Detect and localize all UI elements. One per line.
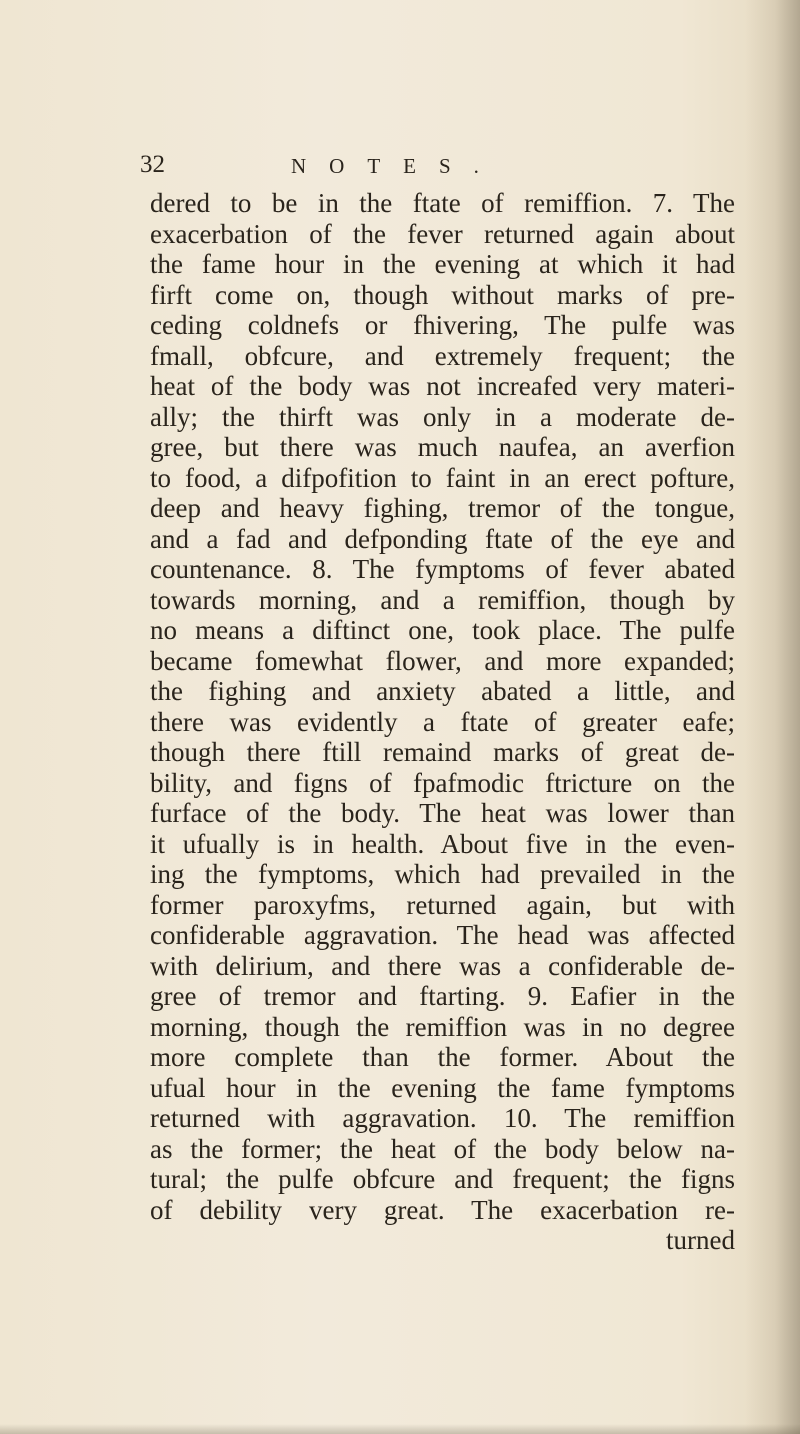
text-line: confiderable aggravation. The head was affected xyxy=(150,920,735,950)
page-header xyxy=(140,150,580,184)
text-line: deep and heavy fighing, tremor of the tongue, xyxy=(150,493,735,523)
text-line: though there ftill remaind marks of great de- xyxy=(150,737,735,767)
text-line: dered to be in the ftate of remiffion. 7. The xyxy=(150,188,735,218)
body-text xyxy=(150,188,735,1256)
page-edge-shadow xyxy=(745,0,800,1434)
text-line: more complete than the former. About the xyxy=(150,1042,735,1072)
text-line: gree, but there was much naufea, an averfion xyxy=(150,432,735,462)
text-line: and a fad and defponding ftate of the eye and xyxy=(150,523,735,554)
text-line: there was evidently a ftate of greater eafe; xyxy=(150,706,735,737)
page-bottom-edge xyxy=(0,1424,800,1434)
text-line: the fighing and anxiety abated a little, and xyxy=(150,676,735,706)
text-line: returned with aggravation. 10. The remiffion xyxy=(150,1103,735,1133)
text-line: ceding coldnefs or fhivering, The pulfe was xyxy=(150,310,735,340)
text-line: firft come on, though without marks of pre- xyxy=(150,279,735,310)
text-line: fmall, obfcure, and extremely frequent; the xyxy=(150,340,735,371)
text-line: morning, though the remiffion was in no degree xyxy=(150,1011,735,1042)
text-line: of debility very great. The exacerbation re- xyxy=(150,1194,735,1225)
text-line: became fomewhat flower, and more expanded; xyxy=(150,645,735,676)
text-line: heat of the body was not increafed very materi- xyxy=(150,371,735,401)
text-line: former paroxyfms, returned again, but with xyxy=(150,889,735,920)
text-line: no means a diftinct one, took place. The pulfe xyxy=(150,615,735,645)
catchword: turned xyxy=(666,1225,735,1255)
text-line: as the former; the heat of the body below na- xyxy=(150,1133,735,1164)
text-line: exacerbation of the fever returned again about xyxy=(150,218,735,249)
text-line: ally; the thirft was only in a moderate de- xyxy=(150,401,735,432)
text-line: the fame hour in the evening at which it had xyxy=(150,249,735,279)
text-line: to food, a difpofition to faint in an erect pofture, xyxy=(150,462,735,493)
running-head: NOTES. xyxy=(291,154,502,178)
text-line: furface of the body. The heat was lower than xyxy=(150,798,735,828)
page-number: 32 xyxy=(140,151,165,178)
text-line: with delirium, and there was a confiderable de- xyxy=(150,950,735,981)
text-line: towards morning, and a remiffion, though by xyxy=(150,584,735,615)
text-line: countenance. 8. The fymptoms of fever abated xyxy=(150,554,735,584)
text-line: bility, and figns of fpafmodic ftricture on the xyxy=(150,767,735,798)
text-line: ufual hour in the evening the fame fymptoms xyxy=(150,1072,735,1103)
text-line: it ufually is in health. About five in the even- xyxy=(150,828,735,859)
text-line: gree of tremor and ftarting. 9. Eafier in the xyxy=(150,981,735,1011)
text-line: ing the fymptoms, which had prevailed in the xyxy=(150,859,735,889)
text-line: tural; the pulfe obfcure and frequent; the figns xyxy=(150,1164,735,1194)
